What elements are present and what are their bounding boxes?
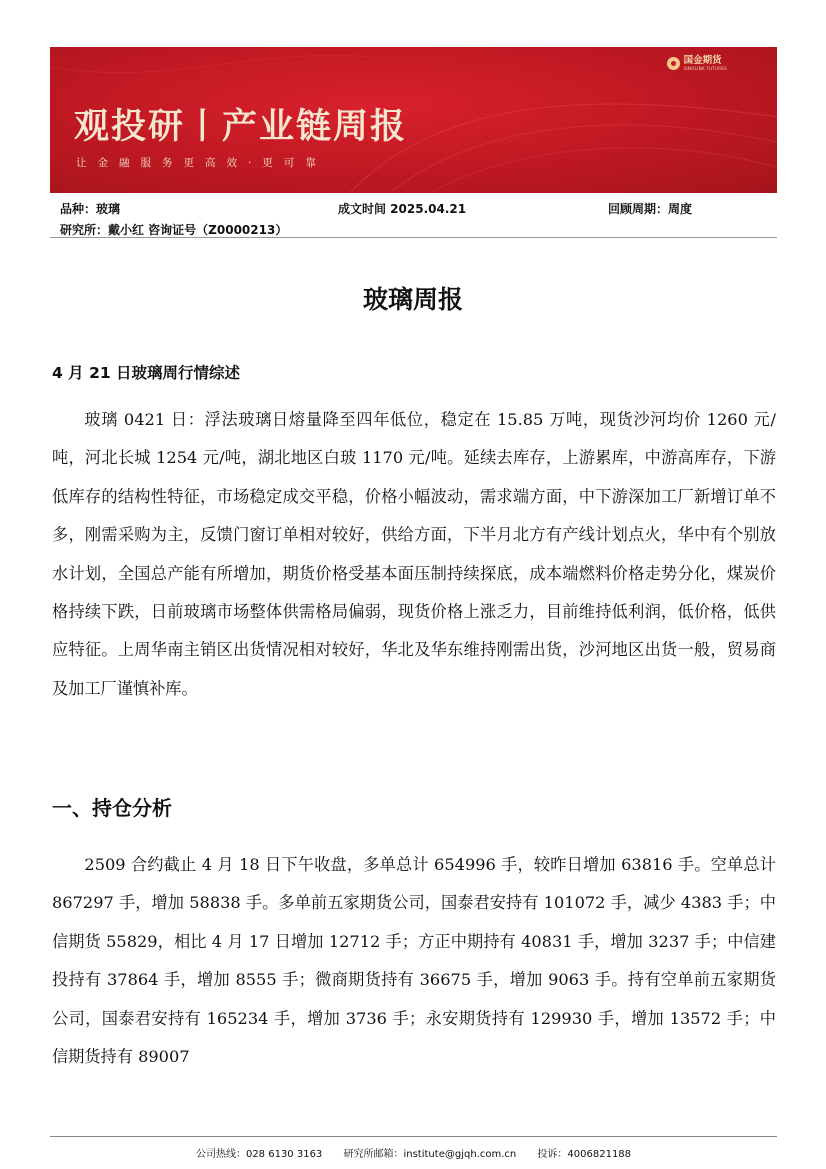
page-footer: [50, 1136, 777, 1160]
position-analysis-paragraph: 2509 合约截止 4 月 18 日下午收盘，多单总计 654996 手，较昨日增加 63816 手。空单总计 867297 手，增加 58838 手。多单前五家期货公司，国泰君安持有 101072 手，减少 4383 手；中信期货 55829，相比 4 月 17 日增加 12712 手；方正中期持有 40831 手，增加 3237 手；中信建投持有 37864 手，增加 8555 手；微商期货持有 36675 手，增加 9063 手。持有空单前五家期货公司，国泰君安持有 165234 手，增加 3736 手；永安期货持有 129930 手，增加 13572 手；中信期货持有 89007: [52, 855, 776, 1067]
meta-researcher: 研究所：戴小红 咨询证号（Z0000213）: [60, 223, 288, 237]
meta-period: 回顾周期：周度: [608, 202, 693, 216]
report-banner: [50, 47, 777, 193]
page-title: 玻璃周报: [362, 285, 463, 314]
banner-title: 观投研丨产业链周报: [74, 107, 408, 147]
company-logo: [667, 56, 727, 71]
meta-variety: 品种：玻璃: [60, 202, 121, 216]
logo-english: SINOLINK FUTURES: [683, 66, 727, 71]
logo-name: 国金期货: [683, 55, 722, 66]
position-analysis-heading: 一、持仓分析: [52, 796, 172, 820]
market-summary-heading: 4 月 21 日玻璃周行情综述: [52, 364, 241, 382]
banner-slogan: 让金融服务更高效·更可靠: [76, 157, 327, 169]
report-meta: [50, 194, 777, 238]
meta-date: 成文时间 2025.04.21: [338, 202, 467, 216]
footer-complaint: 投诉：4006821188: [537, 1149, 632, 1160]
logo-icon: [667, 57, 680, 70]
market-summary-paragraph: 玻璃 0421 日：浮法玻璃日熔量降至四年低位，稳定在 15.85 万吨，现货沙河均价 1260 元/吨，河北长城 1254 元/吨，湖北地区白玻 1170 元/吨。延续去库存，上游累库，中游高库存，下游低库存的结构性特征，市场稳定成交平稳，价格小幅波动，需求端方面，中下游深加工厂新增订单不多，刚需采购为主，反馈门窗订单相对较好，供给方面，下半月北方有产线计划点火，华中有个别放水计划，全国总产能有所增加，期货价格受基本面压制持续探底，成本端燃料价格走势分化，煤炭价格持续下跌，日前玻璃市场整体供需格局偏弱，现货价格上涨乏力，目前维持低利润，低价格，低供应特征。上周华南主销区出货情况相对较好，华北及华东维持刚需出货，沙河地区出货一般，贸易商及加工厂谨慎补库。: [52, 410, 776, 698]
footer-hotline: 公司热线：028 6130 3163: [195, 1149, 323, 1160]
footer-email[interactable]: 研究所邮箱：institute@gjqh.com.cn: [343, 1149, 517, 1160]
